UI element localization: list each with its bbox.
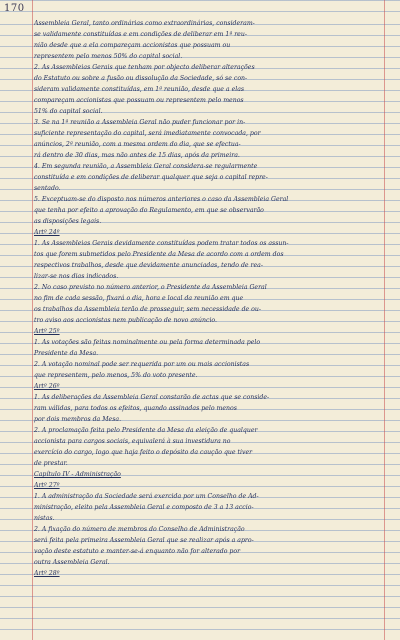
text-line: anúncios, 2ª reunião, com a mesma ordem do dia, que se efectua-: [34, 141, 241, 148]
section-heading: Artº 26º: [34, 383, 60, 390]
section-heading: Artº 25º: [34, 328, 60, 335]
text-line: se validamente constituídas e em condições de deliberar em 1ª reu-: [34, 31, 247, 38]
text-line: 1. As votações são feitas nominalmente ou pela forma determinada pelo: [34, 339, 261, 346]
text-line: será feita pela primeira Assembleia Geral que se realizar após a apro-: [34, 537, 254, 544]
text-line: 2. A fixação do número de membros do Conselho de Administração: [34, 526, 245, 533]
text-line: tro aviso aos accionistas nem publicação de novo anúncio.: [34, 317, 218, 324]
text-line: representem pelo menos 50% do capital social.: [34, 53, 183, 60]
text-line: 2. As Assembleias Gerais que tenham por objecto deliberar alterações: [34, 64, 255, 71]
text-line: as disposições legais.: [34, 218, 102, 225]
text-line: 4. Em segunda reunião, a Assembleia Geral considera-se regularmente: [34, 163, 258, 170]
text-line: 1. A administração da Sociedade será exercida por um Conselho de Ad-: [34, 493, 259, 500]
text-line: respectivos trabalhos, desde que devidamente anunciadas, tendo de rea-: [34, 262, 263, 269]
text-line: compareçam accionistas que possuam ou representem pelo menos: [34, 97, 244, 104]
text-line: de prestar.: [34, 460, 68, 467]
text-line: 1. As Assembleias Gerais devidamente constituídas podem tratar todos os assun-: [34, 240, 289, 247]
text-line: 2. No caso previsto no número anterior, o Presidente da Assembleia Geral: [34, 284, 267, 291]
text-line: 3. Se na 1ª reunião a Assembleia Geral não puder funcionar por in-: [34, 119, 246, 126]
text-line: Assembleia Geral, tanto ordinárias como extraordinárias, consideram-: [34, 20, 255, 27]
text-line: rá dentro de 30 dias, mas não antes de 15 dias, após da primeira.: [34, 152, 240, 159]
text-line: 1. As deliberações da Assembleia Geral constarão de actas que se conside-: [34, 394, 270, 401]
text-line: nistas.: [34, 515, 55, 522]
text-line: que tenha por efeito a aprovação do Regulamento, em que se observarão: [34, 207, 264, 214]
text-line: accionista para cargos sociais, equivalerá à sua investidura no: [34, 438, 231, 445]
text-line: nião desde que a ela compareçam accionistas que possuam ou: [34, 42, 231, 49]
text-line: 2. A votação nominal pode ser requerida por um ou mais accionistas: [34, 361, 250, 368]
text-line: lizar-se nos dias indicados.: [34, 273, 119, 280]
page-number: 170: [4, 3, 25, 14]
section-heading: Artº 24º: [34, 229, 60, 236]
text-line: outra Assembleia Geral.: [34, 559, 110, 566]
text-line: sentado.: [34, 185, 61, 192]
text-line: vação deste estatuto e manter-se-á enquanto não for alterado por: [34, 548, 241, 555]
text-line: sideram validamente constituídas, em 1ª reunião, desde que a elas: [34, 86, 245, 93]
section-heading: Capítulo IV - Administração: [34, 471, 121, 478]
text-line: que representem, pelo menos, 5% do voto presente.: [34, 372, 198, 379]
handwritten-text-block: [34, 18, 380, 579]
text-line: 2. A proclamação feita pelo Presidente da Mesa da eleição de qualquer: [34, 427, 258, 434]
right-margin-rule: [384, 0, 385, 640]
text-line: do Estatuto ou sobre a fusão ou dissolução da Sociedade, só se con-: [34, 75, 248, 82]
text-line: 5. Exceptuam-se do disposto nos números anteriores o caso da Assembleia Geral: [34, 196, 289, 203]
text-line: suficiente representação do capital, será imediatamente convocada, por: [34, 130, 261, 137]
text-line: no fim de cada sessão, fixará o dia, hora e local da reunião em que: [34, 295, 244, 302]
text-line: ministração, eleito pela Assembleia Geral e composto de 3 a 13 accio-: [34, 504, 254, 511]
text-line: exercício do cargo, logo que haja feito o depósito da caução que tiver: [34, 449, 253, 456]
text-line: 51% do capital social.: [34, 108, 103, 115]
text-line: tos que forem submetidos pelo Presidente da Mesa de acordo com a ordem dos: [34, 251, 284, 258]
text-line: por dois membros da Mesa.: [34, 416, 122, 423]
left-margin-rule: [32, 0, 33, 640]
text-line: os trabalhos da Assembleia terão de prosseguir, sem necessidade de ou-: [34, 306, 261, 313]
section-heading: Artº 28º: [34, 570, 60, 577]
text-line: Presidente da Mesa.: [34, 350, 99, 357]
text-line: constituída e em condições de deliberar qualquer que seja o capital repre-: [34, 174, 268, 181]
section-heading: Artº 27º: [34, 482, 60, 489]
text-line: ram válidas, para todos os efeitos, quando assinadas pelo menos: [34, 405, 237, 412]
